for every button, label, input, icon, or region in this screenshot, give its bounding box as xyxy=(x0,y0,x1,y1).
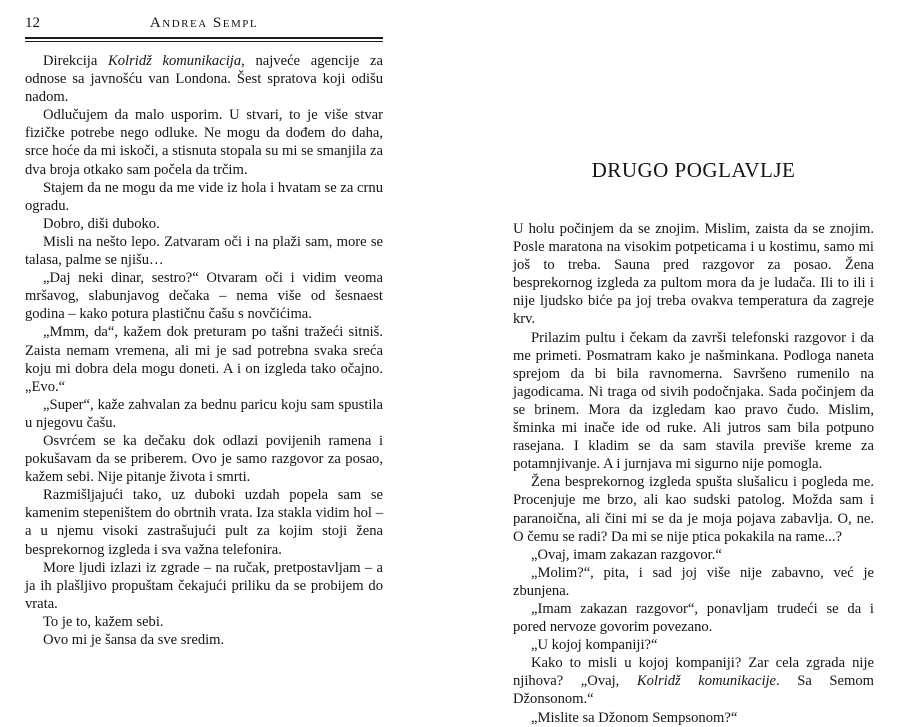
paragraph xyxy=(25,269,383,323)
paragraph xyxy=(513,546,874,564)
paragraph xyxy=(513,473,874,545)
paragraph xyxy=(25,432,383,486)
paragraph xyxy=(25,215,383,233)
paragraph xyxy=(513,636,874,654)
paragraph xyxy=(513,654,874,708)
italic-text: Kolridž komunikacije xyxy=(636,673,777,690)
paragraph xyxy=(25,52,383,106)
paragraph-text: „U kojoj kompaniji?“ xyxy=(531,637,658,654)
paragraph xyxy=(25,559,383,613)
paragraph-text: Kako to misli u kojoj kompaniji? Zar cela zgrada nije njihova? „Ovaj, xyxy=(513,655,874,690)
paragraph-text: „Daj neki dinar, sestro?“ Otvaram oči i vidim veoma mršavog, slabunjavog dečaka – nema više od šesnaest godina – kako potura plastičnu čašu s novčićima. xyxy=(25,270,383,323)
right-page xyxy=(452,0,905,726)
header-rule-thick xyxy=(25,37,383,39)
paragraph-text: Žena besprekornog izgleda spušta slušalicu i pogleda me. Procenjuje me brzo, ali kao sudski patolog. Možda sam i paranoična, ali čini mi se da je moja pojava zabavlja. O, ne. O čemu se radi? Da mi se nije ptica pokakila na rame...? xyxy=(513,474,874,545)
italic-text: Kolridž komunikacija xyxy=(108,53,242,69)
paragraph-text: . Sa Semom Džonsonom.“ xyxy=(513,673,875,708)
paragraph-text: More ljudi izlazi iz zgrade – na ručak, pretpostavljam – a ja ih plašljivo propuštam čekajući priliku da se probijem do vrata. xyxy=(25,559,383,612)
paragraph xyxy=(513,564,874,600)
paragraph-text: Osvrćem se ka dečaku dok odlazi povijenih ramena i pokušavam da se priberem. Ovo je samo razgovor za posao, kažem sebi. Nije pitanje života i smrti. xyxy=(25,432,383,486)
paragraph-text: Razmišljajući tako, uz duboki uzdah popela sam se kamenim stepeništem do obrtnih vrata. Iza stakla vidim hol – a u njemu visoki zastrašujući pult za kojim stoji žena besprekornog izgleda i sva važna telefonira. xyxy=(25,487,383,558)
paragraph xyxy=(25,613,383,631)
paragraph xyxy=(513,709,874,727)
paragraph xyxy=(25,233,383,269)
paragraph-text: Prilazim pultu i čekam da završi telefonski razgovor i da me primeti. Posmatram kako je našminkana. Podloga naneta sprejom da bi bila ravnomerna. Savršeno rumenilo na jagodicama. Ni traga od sivih podočnjaka. Sada počinjem da se brinem. Mora da izgledam kao pravo čudo. Mislim, šminka mi inače ide od ruke. Ali jutros sam bila potpuno rasejana. I kladim se da sam stavila previše kreme za potamnjivanje. A i jurnjava mi sigurno nije pomogla. xyxy=(513,329,874,473)
paragraph-text: Dobro, diši duboko. xyxy=(43,215,160,232)
running-head: Andrea Sempl xyxy=(149,15,259,31)
page-number: 12 xyxy=(25,15,40,31)
paragraph xyxy=(25,631,383,649)
paragraph-text: Odlučujem da malo usporim. U stvari, to je više stvar fizičke potrebe nego odluke. Ne mogu da dođem do daha, srce hoće da mi iskoči, a stisnuta stopala su mi se smanjila za dva broja otkako sam počela da trčim. xyxy=(25,107,383,178)
page-header xyxy=(25,15,383,37)
left-page xyxy=(0,0,452,700)
paragraph-text: „Mmm, da“, kažem dok preturam po tašni tražeći sitniš. Zaista nemam vremena, ali mi je sad potrebna svaka sreća koju mi dobra dela mogu doneti. A i on izgleda tako očajno. „Evo.“ xyxy=(25,324,383,395)
paragraph-text: To je to, kažem sebi. xyxy=(43,613,164,630)
paragraph xyxy=(513,329,874,474)
chapter-title: DRUGO POGLAVLJE xyxy=(591,158,796,183)
paragraph-text: Ovo mi je šansa da sve sredim. xyxy=(43,632,225,648)
paragraph xyxy=(25,179,383,215)
header-rule-thin xyxy=(25,41,383,42)
paragraph-text: , najveće agencije za odnose sa javnošću van Londona. Šest spratova koji odišu nadom. xyxy=(25,53,383,106)
right-body-text xyxy=(513,220,874,727)
paragraph xyxy=(25,486,383,558)
left-body-text xyxy=(25,52,383,649)
paragraph-text: Misli na nešto lepo. Zatvaram oči i na plaži sam, more se talasa, palme se njišu… xyxy=(25,233,383,269)
paragraph-text: „Super“, kaže zahvalan za bednu paricu koju sam spustila u njegovu čašu. xyxy=(25,396,383,431)
paragraph xyxy=(25,396,383,432)
paragraph-text: „Mislite sa Džonom Sempsonom?“ xyxy=(531,709,738,726)
paragraph-text: Stajem da ne mogu da me vide iz hola i hvatam se za crnu ogradu. xyxy=(25,179,383,214)
paragraph-text: „Molim?“, pita, i sad joj više nije zabavno, već je zbunjena. xyxy=(513,564,874,599)
paragraph-text: Direkcija xyxy=(43,53,108,69)
paragraph-text: U holu počinjem da se znojim. Mislim, zaista da se znojim. Posle maratona na visokim potpeticama i u kostimu, samo mi još to treba. Sauna pred razgovor za posao. Žena besprekornog izgleda za pultom mora da je ludača. Ili to ili i nije ljudsko biće pa joj treba ovakva temperatura da zagreje krv. xyxy=(513,221,874,328)
paragraph-text: „Ovaj, imam zakazan razgovor.“ xyxy=(531,546,722,563)
paragraph xyxy=(513,220,874,329)
paragraph xyxy=(25,323,383,395)
paragraph-text: „Imam zakazan razgovor“, ponavljam trudeći se da i pored nervoze govorim povezano. xyxy=(513,600,874,636)
paragraph xyxy=(25,106,383,178)
paragraph xyxy=(513,600,874,636)
